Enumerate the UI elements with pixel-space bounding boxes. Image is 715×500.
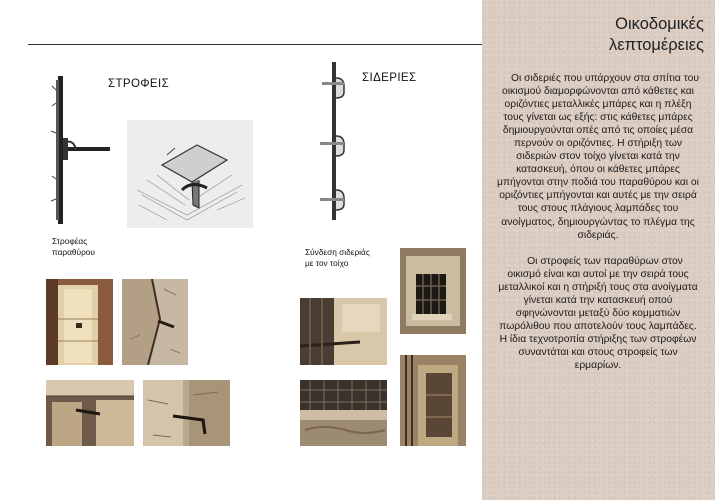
- stone-jamb-photo-2: [122, 279, 188, 365]
- strofeas-caption-line2: παραθύρου: [52, 246, 95, 257]
- stone-jamb-photo-1: [46, 279, 113, 365]
- sidebar-text: [496, 72, 700, 385]
- syndesi-caption-line1: Σύνδεση σιδεριάς: [305, 247, 370, 257]
- header-rule: [28, 44, 530, 45]
- syndesi-caption-line2: με τον τοίχο: [305, 257, 349, 268]
- window-grille-photo: [400, 248, 466, 334]
- grille-section-drawing: [316, 62, 356, 222]
- grille-joint-photo: [300, 298, 387, 365]
- syndesi-caption: [305, 247, 370, 268]
- sidebar-title-line1: Οικοδομικές: [615, 15, 704, 33]
- sideries-heading: ΣΙΔΕΡΙΕΣ: [362, 72, 417, 84]
- hinge-sketch: [127, 120, 253, 228]
- grille-sill-photo: [300, 380, 387, 446]
- sidebar-title-line2: λεπτομέρειες: [608, 36, 704, 54]
- sidebar-title: [482, 14, 704, 56]
- strofeas-caption: [52, 236, 95, 257]
- window-frame-photo: [400, 355, 466, 446]
- strofeas-caption-line1: Στροφέας: [52, 236, 88, 246]
- sidebar-paragraph-1: Οι σιδεριές που υπάρχουν στα σπίτια του οικισμού διαμορφώνονται από κάθετες και οριζόντιες μεταλλικές μπάρες και η πλέξη τους γίνεται ως εξής: στις κάθετες μπάρες δημιουργούνται οπές από τις οποίες μέσα περνούν οι οριζόντιες. Η στήριξη των σιδεριών στον τοίχο γίνεται κατά την κατασκευή, όπου οι κάθετες μπάρες μπήγονται στην ποδιά του παραθύρου και οι οριζόντιες μπήγονται και αυτές με την σειρά τους στους πλάγιους λαμπάδες του ανοίγματος, δημιουργώντας το πλέγμα της σιδεριάς.: [497, 73, 700, 241]
- strofeis-heading: ΣΤΡΟΦΕΙΣ: [108, 78, 170, 90]
- sidebar-paragraph-2: Οι στροφείς των παραθύρων στον οικισμό είναι και αυτοί με την σειρά τους μεταλλικοί και η στήριξή τους στα ανοίγματα γίνεται κατά την κατασκευή οπού σφηνώνονται μεταξύ δύο κομματιών πωρόλιθου που αποτελούν τους λαμπάδες. Η ίδια τεχνοτροπία στήριξης των στροφέων συναντάται και στους στροφείς των ερμαρίων.: [498, 255, 698, 371]
- sidebar-panel: [482, 0, 715, 500]
- window-hinge-photo-2: [143, 380, 230, 446]
- hinge-section-drawing: [46, 76, 116, 226]
- window-hinge-photo-1: [46, 380, 134, 446]
